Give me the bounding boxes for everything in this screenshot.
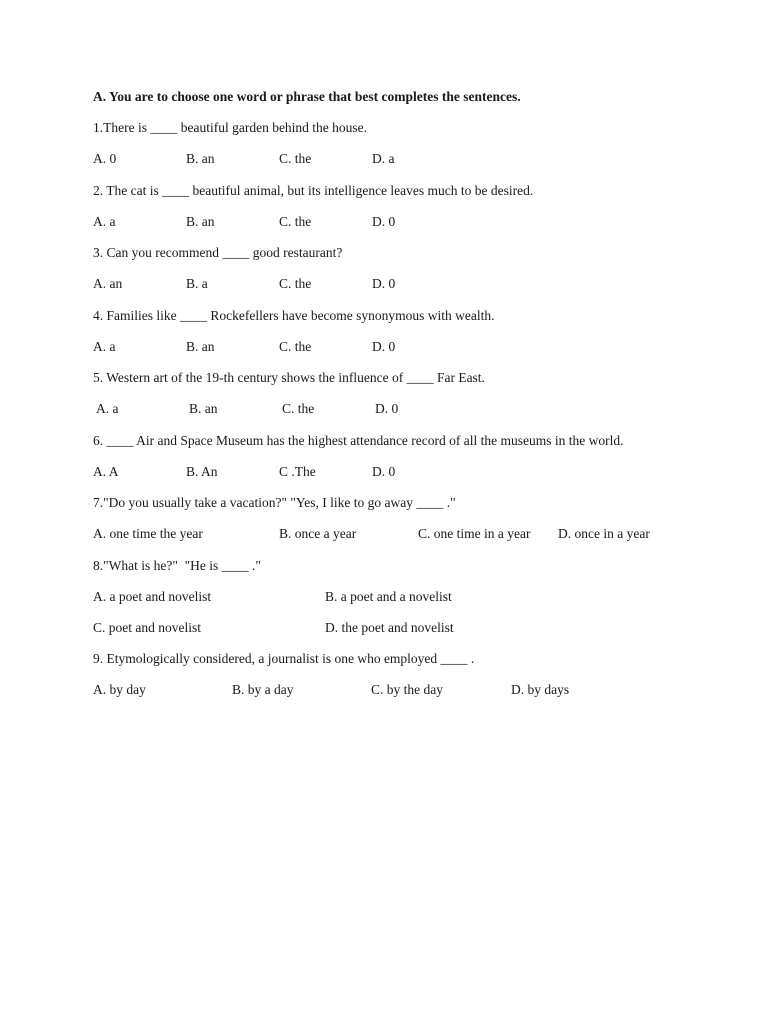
- answer-options: [93, 149, 683, 168]
- question-2: [93, 181, 683, 231]
- option-c[interactable]: C. the: [282, 401, 315, 416]
- question-4: [93, 306, 683, 356]
- option-c[interactable]: C. the: [279, 213, 312, 229]
- option-d[interactable]: D. 0: [372, 338, 396, 354]
- question-stem: 3. Can you recommend ____ good restaurant?: [93, 245, 343, 260]
- option-b[interactable]: B. a: [186, 276, 208, 291]
- option-d[interactable]: D. 0: [372, 463, 396, 479]
- option-d[interactable]: D. the poet and novelist: [325, 619, 454, 635]
- question-stem: 5. Western art of the 19-th century shows the influence of ____ Far East.: [93, 370, 485, 385]
- answer-options: [93, 587, 683, 637]
- option-a[interactable]: A. an: [93, 276, 123, 291]
- section-heading: A. You are to choose one word or phrase that best completes the sentences.: [93, 89, 521, 104]
- option-a[interactable]: A. a: [96, 401, 119, 416]
- option-c[interactable]: C. by the day: [371, 682, 443, 697]
- answer-options: [93, 274, 683, 293]
- option-b[interactable]: B. once a year: [279, 526, 357, 541]
- answer-options: [93, 337, 683, 356]
- question-stem: 7."Do you usually take a vacation?" "Yes, I like to go away ____ .": [93, 495, 456, 510]
- option-a[interactable]: A. a poet and novelist: [93, 588, 212, 604]
- option-b[interactable]: B. an: [186, 338, 215, 354]
- option-a[interactable]: A. a: [93, 213, 116, 229]
- answer-options: [93, 462, 683, 481]
- option-b[interactable]: B. an: [189, 401, 218, 416]
- option-c[interactable]: C. one time in a year: [418, 526, 531, 541]
- option-b[interactable]: B. a poet and a novelist: [325, 588, 452, 604]
- option-d[interactable]: D. a: [372, 151, 395, 166]
- option-c[interactable]: C. poet and novelist: [93, 619, 201, 635]
- question-stem: 9. Etymologically considered, a journalist is one who employed ____ .: [93, 651, 475, 666]
- question-stem: 4. Families like ____ Rockefellers have become synonymous with wealth.: [93, 307, 495, 323]
- answer-options: [93, 524, 683, 543]
- option-c[interactable]: C. the: [279, 276, 312, 291]
- option-a[interactable]: A. one time the year: [93, 526, 203, 541]
- worksheet: [93, 87, 683, 712]
- option-a[interactable]: A. a: [93, 338, 116, 354]
- option-d[interactable]: D. 0: [375, 401, 399, 416]
- question-stem: 6. ____ Air and Space Museum has the highest attendance record of all the museums in the world.: [93, 432, 624, 448]
- option-d[interactable]: D. by days: [511, 682, 570, 697]
- question-3: [93, 243, 683, 293]
- question-8: [93, 556, 683, 637]
- option-b[interactable]: B. by a day: [232, 682, 294, 697]
- question-7: [93, 493, 683, 543]
- answer-options: [93, 212, 683, 231]
- option-a[interactable]: A. 0: [93, 151, 117, 166]
- option-a[interactable]: A. by day: [93, 682, 146, 697]
- option-c[interactable]: C .The: [279, 463, 316, 479]
- question-9: [93, 649, 683, 699]
- option-b[interactable]: B. An: [186, 463, 218, 479]
- question-6: [93, 431, 683, 481]
- option-b[interactable]: B. an: [186, 151, 215, 166]
- answer-options: [93, 399, 683, 418]
- question-stem: 1.There is ____ beautiful garden behind the house.: [93, 120, 368, 135]
- question-1: [93, 118, 683, 168]
- question-stem: 8."What is he?" "He is ____ .": [93, 557, 261, 573]
- option-c[interactable]: C. the: [279, 338, 312, 354]
- option-c[interactable]: C. the: [279, 151, 312, 166]
- answer-options: [93, 680, 683, 699]
- option-b[interactable]: B. an: [186, 213, 215, 229]
- option-a[interactable]: A. A: [93, 463, 119, 479]
- question-5: [93, 368, 683, 418]
- option-d[interactable]: D. 0: [372, 276, 396, 291]
- question-stem: 2. The cat is ____ beautiful animal, but its intelligence leaves much to be desired.: [93, 182, 534, 198]
- option-d[interactable]: D. once in a year: [558, 526, 650, 541]
- option-d[interactable]: D. 0: [372, 213, 396, 229]
